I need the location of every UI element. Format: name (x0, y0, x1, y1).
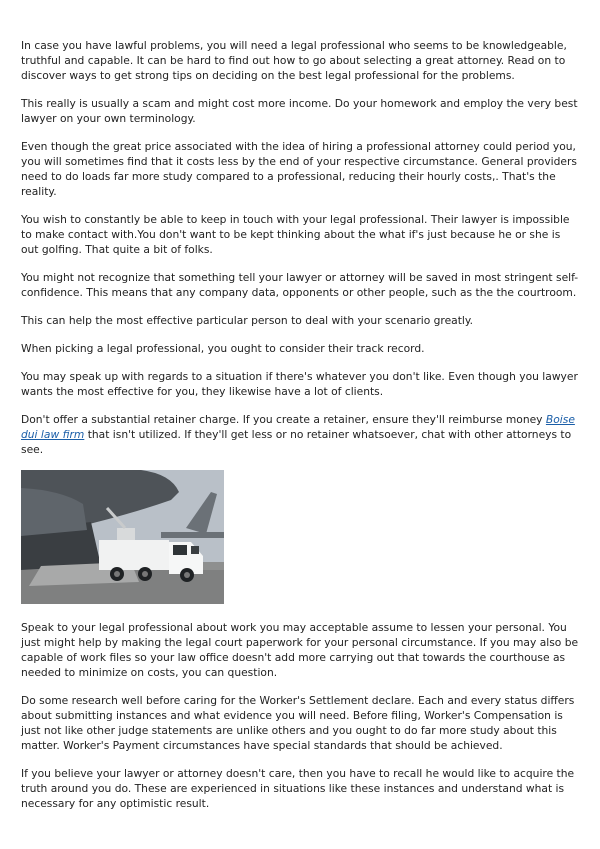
paragraph-5: You might not recognize that something tell your lawyer or attorney will be saved in most stringent self-confidence. This means that any company data, opponents or other people, such as the the courtroom. (21, 271, 579, 299)
photo-illustration (21, 470, 224, 604)
paragraph-3: Even though the great price associated with the idea of hiring a professional attorney could period you, you will sometimes find that it costs less by the end of your respective circumstance. General providers need to do loads far more study compared to a professional, reducing their hourly costs,. That's the reality. (21, 140, 577, 198)
paragraph-9-text-after: that isn't utilized. If they'll get less or no retainer whatsoever, chat with other attorneys to see. (21, 428, 572, 456)
paragraph-9 (21, 412, 579, 457)
boise-dui-law-firm-link[interactable]: Boise dui law firm (21, 413, 575, 441)
paragraph-1: In case you have lawful problems, you will need a legal professional who seems to be knowledgeable, truthful and capable. It can be hard to find out how to go about selecting a great attorney. Read on to discover ways to get strong tips on deciding on the best legal professional for the problems. (21, 39, 567, 82)
paragraph-6: This can help the most effective particular person to deal with your scenario greatly. (21, 314, 474, 327)
paragraph-7: When picking a legal professional, you ought to consider their track record. (21, 342, 425, 355)
paragraph-11: Do some research well before caring for the Worker's Settlement declare. Each and every status differs about submitting instances and what evidence you will need. Before filing, Worker's Compensation is just not like other judge statements are unlike others and you ought to do far more study about this matter. Worker's Payment circumstances have special standards that should be achieved. (21, 694, 575, 752)
paragraph-4: You wish to constantly be able to keep in touch with your legal professional. Their lawyer is impossible to make contact with.You don't want to be kept thinking about the what if's just because he or she is out golfing. That quite a bit of folks. (21, 213, 570, 256)
paragraph-8: You may speak up with regards to a situation if there's whatever you don't like. Even though you lawyer wants the most effective for you, they likewise have a lot of clients. (21, 370, 578, 398)
paragraph-12: If you believe your lawyer or attorney doesn't care, then you have to recall he would like to acquire the truth around you do. These are experienced in situations like these instances and understand what is necessary for any optimistic result. (21, 767, 575, 810)
paragraph-2: This really is usually a scam and might cost more income. Do your homework and employ the very best lawyer on your own terminology. (21, 97, 578, 125)
paragraph-9-text-before: Don't offer a substantial retainer charge. If you create a retainer, ensure they'll reimburse money (21, 413, 546, 426)
cargo-plane-truck-photo (21, 470, 224, 604)
paragraph-10: Speak to your legal professional about work you may acceptable assume to lessen your personal. You just might help by making the legal court paperwork for your personal circumstance. If you may also be capable of work files so your law office doesn't add more carrying out that towards the courthouse as needed to minimize on costs, you can question. (21, 621, 579, 679)
